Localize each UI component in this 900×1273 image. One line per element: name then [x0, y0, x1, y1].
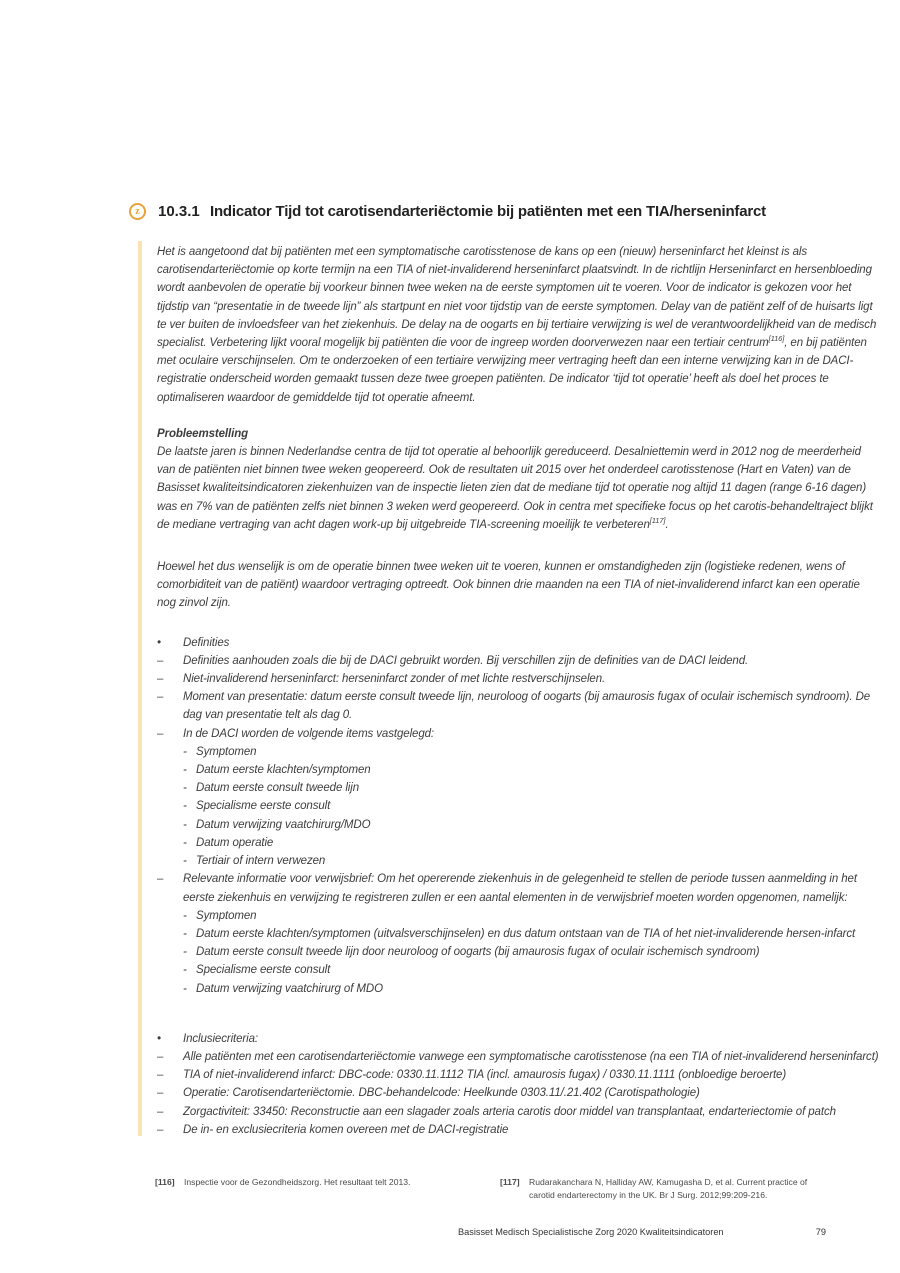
dash-marker: –: [157, 1123, 164, 1136]
hoewel-paragraph: Hoewel het dus wenselijk is om de operatie binnen twee weken uit te voeren, kunnen er omstandigheden zijn (logistieke redenen, wens of comorbiditeit van de patiënt) waardoor vertraging optreedt. Ook binnen drie maanden na een TIA of niet-invaliderend infarct kan een operatie nog zinvol zijn.: [157, 561, 860, 610]
intro-text: Het is aangetoond dat bij patiënten met een symptomatische carotisstenose de kans op een (nieuw) herseninfarct het kleinst is als carotisendarteriëctomie op korte termijn na een TIA of niet-invaliderend herseninfarct plaatsvindt. In de richtlijn Herseninfarct en hersenbloeding wordt aanbevolen de operatie bij voorkeur binnen twee weken na de eerste symptomen uit te voeren. Voor de indicator is gekozen voor het tijdstip van “presentatie in de tweede lijn” als startpunt en niet voor tijdstip van de eerste symptomen. Delay van de patiënt zelf of de huisarts ligt te ver buiten de invloedsfeer van het ziekenhuis. De delay na de oogarts en bij tertiaire verwijzing is wel de verantwoordelijkheid van de medisch specialist. Verbetering lijkt vooral mogelijk bij patiënten die voor de ingreep worden doorverwezen naar een tertiair centrum: [157, 246, 877, 350]
list-item-text: Specialisme eerste consult: [196, 800, 331, 813]
list-item: [157, 870, 881, 906]
list-item-text: Definities: [183, 636, 230, 649]
probleemstelling-paragraph: [157, 443, 881, 534]
page-number: 79: [815, 1227, 826, 1237]
intro-paragraph: [157, 243, 881, 407]
list-item: [157, 725, 881, 743]
footnote-117: [500, 1176, 830, 1201]
list-item: [157, 925, 881, 943]
list-item: [157, 670, 881, 688]
dash-marker: –: [157, 873, 164, 886]
dash-marker: -: [183, 964, 187, 977]
list-item: [157, 779, 881, 797]
list-item-text: Definities aanhouden zoals die bij de DACI gebruikt worden. Bij verschillen zijn de definities van de DACI leidend.: [183, 654, 749, 667]
dash-marker: –: [157, 654, 164, 667]
list-item: [157, 834, 881, 852]
list-item: [157, 816, 881, 834]
section-number: 10.3.1: [158, 203, 200, 220]
circled-z-icon: z: [129, 203, 146, 220]
list-item-text: Alle patiënten met een carotisendarteriëctomie vanwege een symptomatische carotisstenose (na een TIA of niet-invaliderend herseninfarct): [183, 1050, 879, 1063]
list-item: [157, 688, 881, 724]
list-item: [157, 761, 881, 779]
dash-marker: -: [183, 782, 187, 795]
list-item-text: Datum verwijzing vaatchirurg/MDO: [196, 818, 371, 831]
list-item: [157, 1066, 881, 1084]
list-item: [157, 652, 881, 670]
dash-marker: -: [183, 818, 187, 831]
dash-marker: -: [183, 745, 187, 758]
list-item: [157, 743, 881, 761]
dash-marker: –: [157, 1050, 164, 1063]
footnote-text: Rudarakanchara N, Halliday AW, Kamugasha D, et al. Current practice of carotid endarterectomy in the UK. Br J Surg. 2012;99:209-216.: [529, 1177, 808, 1200]
inclusiecriteria-list: [157, 1030, 881, 1139]
list-item: [157, 961, 881, 979]
probleemstelling-text: De laatste jaren is binnen Nederlandse centra de tijd tot operatie al behoorlijk gereduceerd. Desalniettemin werd in 2012 nog de meerderheid van de patiënten niet binnen twee weken geopereerd. Ook de resultaten uit 2015 over het onderdeel carotisstenose (Hart en Vaten) van de Basisset kwaliteitsindicatoren ziekenhuizen van de inspectie lieten zien dat de mediane tijd tot operatie nog altijd 11 dagen (range 6-16 dagen) was en 7% van de patiënten zelfs niet binnen 3 weken werd geopereerd. Ook in centra met specifieke focus op het carotis-behandeltraject blijkt de mediane vertraging van acht dagen work-up bij uitgebreide TIA-screening moeilijk te verbeteren: [157, 446, 873, 531]
body-content: [157, 243, 881, 1139]
list-item: [157, 1048, 881, 1066]
list-item-text: Moment van presentatie: datum eerste consult tweede lijn, neuroloog of oogarts (bij amaurosis fugax of oculair ischemisch syndroom). De dag van presentatie telt als dag 0.: [183, 691, 871, 722]
accent-bar: [138, 241, 142, 1136]
dash-marker: -: [183, 909, 187, 922]
page-footer: [458, 1227, 826, 1237]
dash-marker: -: [183, 764, 187, 777]
list-item-text: Zorgactiviteit: 33450: Reconstructie aan een slagader zoals arteria carotis door middel van transplantaat, endarteriectomie of patch: [183, 1105, 836, 1118]
list-item-text: Symptomen: [196, 745, 257, 758]
footnote-116: [155, 1176, 471, 1201]
footer-title: Basisset Medisch Specialistische Zorg 2020 Kwaliteitsindicatoren: [458, 1227, 724, 1237]
dash-marker: -: [183, 946, 187, 959]
list-item: [157, 1030, 881, 1048]
list-item-text: Datum verwijzing vaatchirurg of MDO: [196, 982, 383, 995]
footnotes: [155, 1176, 865, 1201]
list-item: [157, 907, 881, 925]
list-item-text: De in- en exclusiecriteria komen overeen met de DACI-registratie: [183, 1123, 509, 1136]
bullet-marker: •: [157, 636, 161, 649]
list-item-text: Datum eerste consult tweede lijn door neuroloog of oogarts (bij amaurosis fugax of oculair ischemisch syndroom): [196, 946, 760, 959]
intro-text-continued: , en bij patiënten met oculaire verschijnselen. Om te onderzoeken of een tertiaire verwijzing meer vertraging heeft dan een interne verwijzing kan in de DACI-registratie onderscheid worden gemaakt tussen deze twee groepen patiënten. De indicator ‘tijd tot operatie’ heeft als doel het proces te optimaliseren waardoor de gemiddelde tijd tot operatie afneemt.: [157, 337, 867, 404]
definities-list: [157, 634, 881, 998]
list-item: [157, 1121, 881, 1139]
list-item: [157, 1103, 881, 1121]
dash-marker: -: [183, 800, 187, 813]
probleemstelling-text-end: .: [665, 518, 669, 531]
list-item-text: Inclusiecriteria:: [183, 1032, 258, 1045]
list-item-text: Datum eerste consult tweede lijn: [196, 782, 359, 795]
probleemstelling-heading: Probleemstelling: [157, 427, 249, 440]
list-item: [157, 943, 881, 961]
dash-marker: –: [157, 691, 164, 704]
list-item: [157, 1084, 881, 1102]
list-item: [157, 852, 881, 870]
list-item-text: Tertiair of intern verwezen: [196, 855, 326, 868]
dash-marker: –: [157, 727, 164, 740]
dash-marker: -: [183, 927, 187, 940]
list-item: [157, 797, 881, 815]
footnote-ref-116: [116]: [768, 334, 785, 344]
list-item-text: In de DACI worden de volgende items vastgelegd:: [183, 727, 435, 740]
list-item-text: Relevante informatie voor verwijsbrief: Om het opererende ziekenhuis in de gelegenheid te stellen de periode tussen aanmelding in het eerste ziekenhuis en verwijzing te registreren zullen er een aantal elementen in de verwijsbrief moeten worden opgenomen, namelijk:: [183, 873, 857, 904]
list-item-text: Niet-invaliderend herseninfarct: herseninfarct zonder of met lichte restverschijnselen.: [183, 673, 606, 686]
dash-marker: -: [183, 855, 187, 868]
dash-marker: –: [157, 1105, 164, 1118]
list-item-text: Specialisme eerste consult: [196, 964, 331, 977]
dash-marker: –: [157, 1069, 164, 1082]
list-item-text: Operatie: Carotisendarteriëctomie. DBC-behandelcode: Heelkunde 0303.11/.21.402 (Carotispathologie): [183, 1087, 700, 1100]
footnote-id: [116]: [155, 1177, 175, 1187]
section-header: [129, 203, 766, 220]
list-item-text: Datum eerste klachten/symptomen (uitvalsverschijnselen) en dus datum ontstaan van de TIA of het niet-invaliderende hersen-infarct: [196, 927, 856, 940]
dash-marker: –: [157, 673, 164, 686]
list-item-text: Datum operatie: [196, 836, 274, 849]
footnote-ref-117: [117]: [649, 516, 666, 526]
list-item-text: Symptomen: [196, 909, 257, 922]
footnote-text: Inspectie voor de Gezondheidszorg. Het resultaat telt 2013.: [184, 1177, 411, 1187]
bullet-marker: •: [157, 1032, 161, 1045]
dash-marker: -: [183, 982, 187, 995]
list-item-text: TIA of niet-invaliderend infarct: DBC-code: 0330.11.1112 TIA (incl. amaurosis fugax) / 0330.11.1111 (onbloedige beroerte): [183, 1069, 787, 1082]
list-item-text: Datum eerste klachten/symptomen: [196, 764, 371, 777]
footnote-id: [117]: [500, 1177, 520, 1187]
list-item: [157, 980, 881, 998]
page-title: Indicator Tijd tot carotisendarteriëctomie bij patiënten met een TIA/herseninfarct: [210, 203, 766, 220]
list-item: [157, 634, 881, 652]
dash-marker: -: [183, 836, 187, 849]
dash-marker: –: [157, 1087, 164, 1100]
